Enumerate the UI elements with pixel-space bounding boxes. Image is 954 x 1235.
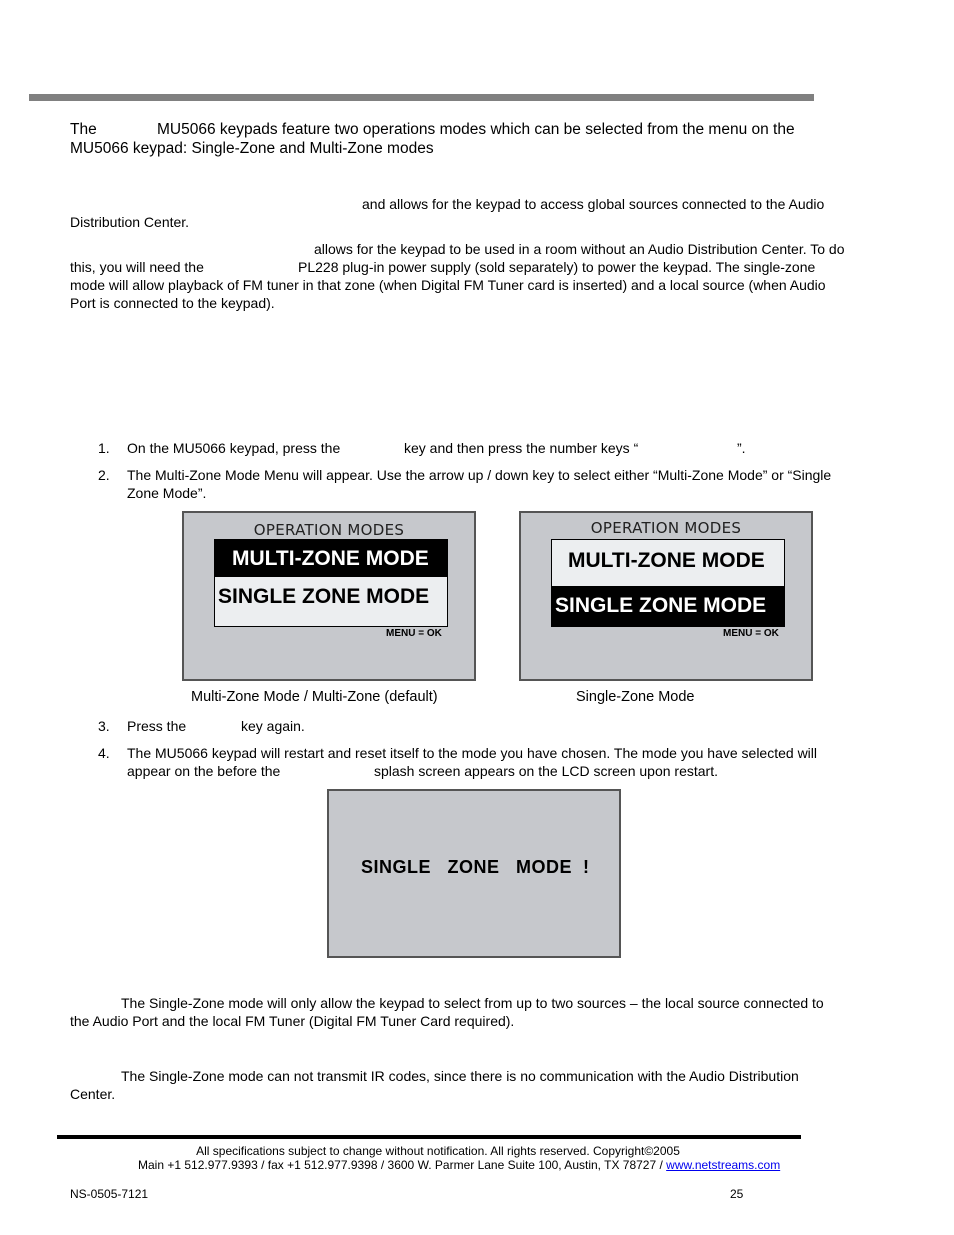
operation-modes-menu — [551, 539, 785, 627]
note-2-line-2: Center. — [70, 1086, 116, 1102]
step-1-number: 1. — [98, 440, 110, 456]
step-2-number: 2. — [98, 467, 110, 483]
menu-item-single-zone: SINGLE ZONE MODE — [552, 586, 784, 626]
step-1-text-b: key and then press the number keys “ — [404, 440, 639, 456]
menu-ok-hint: MENU = OK — [386, 628, 442, 639]
menu-item-multi-zone: MULTI-ZONE MODE — [552, 542, 784, 579]
lcd-screen-single-zone — [519, 511, 813, 681]
single-zone-desc-line-2a: this, you will need the — [70, 259, 204, 275]
menu-item-single-zone: SINGLE ZONE MODE — [215, 578, 447, 615]
lcd-title: OPERATION MODES — [253, 521, 405, 539]
step-4-number: 4. — [98, 745, 110, 761]
step-4-text-a: The MU5066 keypad will restart and reset itself to the mode you have chosen. The mode you have selected will — [127, 745, 818, 761]
single-zone-desc-line-1: allows for the keypad to be used in a room without an Audio Distribution Center. To do — [314, 241, 845, 257]
single-zone-desc-line-3: mode will allow playback of FM tuner in that zone (when Digital FM Tuner card is inserted) and a local source (when Audio — [70, 277, 826, 293]
multi-zone-desc-line-1: and allows for the keypad to access global sources connected to the Audio — [362, 196, 825, 212]
step-2-text-a: The Multi-Zone Mode Menu will appear. Use the arrow up / down key to select either “Multi-Zone Mode” or “Single — [127, 467, 832, 483]
footer-contact — [138, 1158, 780, 1172]
step-3-text-b: key again. — [241, 718, 305, 734]
step-4-text-b: appear on the before the — [127, 763, 281, 779]
lcd-splash-screen — [327, 789, 621, 958]
step-3-text-a: Press the — [127, 718, 187, 734]
note-2-line-1: The Single-Zone mode can not transmit IR codes, since there is no communication with the Audio Distribution — [121, 1068, 799, 1084]
lcd-screen-multi-zone — [182, 511, 476, 681]
multi-zone-desc-line-2: Distribution Center. — [70, 214, 190, 230]
step-4-text-c: splash screen appears on the LCD screen upon restart. — [374, 763, 718, 779]
note-1-line-1: The Single-Zone mode will only allow the keypad to select from up to two sources – the local source connected to — [121, 995, 824, 1011]
step-1-text-c: ”. — [737, 440, 746, 456]
caption-multi-zone: Multi-Zone Mode / Multi-Zone (default) — [191, 689, 438, 705]
footer-copyright: All specifications subject to change without notification. All rights reserved. Copyright©2005 — [196, 1144, 680, 1158]
footer-rule — [57, 1135, 801, 1139]
splash-text: SINGLE ZONE MODE ! — [361, 857, 590, 877]
menu-ok-hint: MENU = OK — [723, 628, 779, 639]
page-number: 25 — [730, 1187, 744, 1201]
caption-single-zone: Single-Zone Mode — [576, 689, 695, 705]
step-3-number: 3. — [98, 718, 110, 734]
note-1-line-2: the Audio Port and the local FM Tuner (Digital FM Tuner Card required). — [70, 1013, 515, 1029]
header-rule — [29, 94, 814, 101]
step-1-text-a: On the MU5066 keypad, press the — [127, 440, 341, 456]
footer-contact-text: Main +1 512.977.9393 / fax +1 512.977.9398 / 3600 W. Parmer Lane Suite 100, Austin, TX 78727 / — [138, 1158, 667, 1172]
operation-modes-menu — [214, 539, 448, 627]
lcd-title: OPERATION MODES — [590, 519, 742, 537]
single-zone-desc-line-4: Port is connected to the keypad). — [70, 295, 275, 311]
document-id: NS-0505-7121 — [70, 1187, 149, 1201]
single-zone-desc-line-2b: PL228 plug-in power supply (sold separately) to power the keypad. The single-zone — [298, 259, 816, 275]
intro-line-2: MU5066 keypad: Single-Zone and Multi-Zone modes — [70, 140, 434, 157]
step-2-text-b: Zone Mode”. — [127, 485, 207, 501]
website-link[interactable]: www.netstreams.com — [666, 1158, 781, 1172]
intro-line-1: The MU5066 keypads feature two operations modes which can be selected from the menu on the — [70, 121, 795, 138]
menu-item-multi-zone: MULTI-ZONE MODE — [215, 540, 447, 577]
